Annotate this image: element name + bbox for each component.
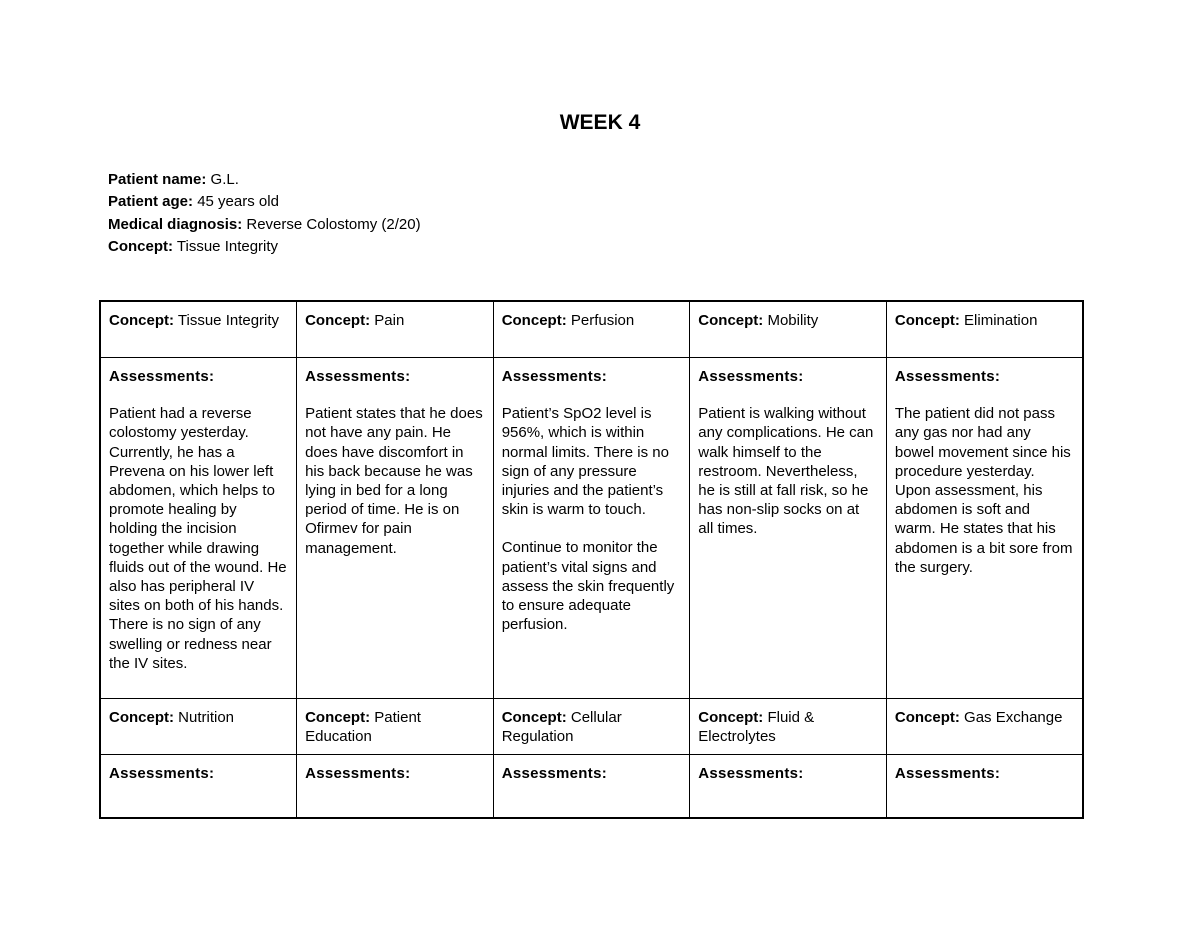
assessments-label: Assessments: bbox=[698, 765, 804, 783]
medical-diagnosis-label: Medical diagnosis: bbox=[108, 215, 243, 233]
concept-cell-mobility: Concept: Mobility bbox=[690, 301, 887, 358]
patient-age-label: Patient age: bbox=[108, 193, 194, 211]
assessment-cell-nutrition bbox=[100, 755, 297, 819]
assessment-cell-tissue-integrity bbox=[100, 358, 297, 699]
assessment-cell-fluid-electrolytes bbox=[690, 755, 887, 819]
assessment-text: Patient had a reverse colostomy yesterday. Currently, he has a Prevena on his lower left abdomen, which helps to promote healing by holding the incision together while drawing fluids out of the wound. He also has peripheral IV sites on both of his hands. There is no sign of any swelling or redness near the IV sites. bbox=[109, 405, 287, 672]
assessment-text: Patient states that he does not have any pain. He does have discomfort in his back because he was lying in bed for a long period of time. He is on Ofirmev for pain management. bbox=[305, 405, 483, 557]
concept-cell-fluid-electrolytes: Concept: Fluid & Electrolytes bbox=[690, 699, 887, 755]
assessment-text: Patient is walking without any complications. He can walk himself to the restroom. Nevertheless, he is still at fall risk, so he has non-slip socks on at all times. bbox=[698, 405, 874, 538]
concept-header-row bbox=[100, 301, 1083, 358]
assessments-label: Assessments: bbox=[109, 368, 215, 385]
assessment-cell-cellular-regulation bbox=[493, 755, 690, 819]
patient-age-row bbox=[108, 191, 421, 213]
assessments-label: Assessments: bbox=[501, 765, 608, 783]
concept-cell-perfusion: Concept: Perfusion bbox=[493, 301, 690, 358]
assessment-row bbox=[100, 358, 1083, 699]
assessment-text: The patient did not pass any gas nor had any bowel movement since his procedure yesterday. Upon assessment, his abdomen is soft and warm. He states that his abdomen is a bit sore from the surgery. bbox=[894, 405, 1073, 576]
concept-cell-nutrition: Concept: Nutrition bbox=[100, 699, 297, 755]
medical-diagnosis-row bbox=[108, 214, 421, 236]
medical-diagnosis-value: Reverse Colostomy (2/20) bbox=[246, 215, 421, 233]
concept-cell-elimination: Concept: Elimination bbox=[886, 301, 1083, 358]
concept-header-row bbox=[100, 699, 1083, 755]
concepts-table bbox=[99, 300, 1084, 819]
assessment-cell-elimination bbox=[886, 358, 1083, 699]
patient-name-value: G.L. bbox=[210, 171, 239, 188]
assessment-cell-perfusion bbox=[493, 358, 690, 699]
assessments-label: Assessments: bbox=[501, 368, 608, 385]
patient-age-value: 45 years old bbox=[197, 193, 279, 211]
assessment-cell-pain bbox=[297, 358, 494, 699]
concept-cell-tissue-integrity: Concept: Tissue Integrity bbox=[100, 301, 297, 358]
assessments-label: Assessments: bbox=[305, 765, 411, 783]
assessment-cell-gas-exchange bbox=[886, 755, 1083, 819]
assessment-text: Patient’s SpO2 level is 956%, which is within normal limits. There is no sign of any pressure injuries and the patient’s skin is warm to touch. Continue to monitor the patient’s vital signs and assess the skin frequently to ensure adequate perfusion. bbox=[501, 405, 675, 634]
assessments-label: Assessments: bbox=[894, 765, 1001, 783]
concept-label: Concept: bbox=[108, 237, 173, 255]
patient-name-label: Patient name: bbox=[108, 171, 207, 188]
patient-name-row bbox=[108, 169, 421, 191]
concept-cell-patient-education: Concept: Patient Education bbox=[297, 699, 494, 755]
assessments-label: Assessments: bbox=[109, 765, 215, 783]
concept-row bbox=[108, 236, 421, 258]
patient-info bbox=[108, 169, 421, 258]
assessments-label: Assessments: bbox=[894, 368, 1001, 385]
assessment-cell-patient-education bbox=[297, 755, 494, 819]
concept-cell-cellular-regulation: Concept: Cellular Regulation bbox=[493, 699, 690, 755]
concept-cell-gas-exchange: Concept: Gas Exchange bbox=[886, 699, 1083, 755]
assessment-row bbox=[100, 755, 1083, 819]
concept-cell-pain: Concept: Pain bbox=[297, 301, 494, 358]
assessments-label: Assessments: bbox=[305, 368, 411, 385]
concept-value: Tissue Integrity bbox=[176, 237, 279, 255]
assessment-cell-mobility bbox=[690, 358, 887, 699]
page-title: WEEK 4 bbox=[559, 111, 641, 134]
assessments-label: Assessments: bbox=[698, 368, 804, 385]
